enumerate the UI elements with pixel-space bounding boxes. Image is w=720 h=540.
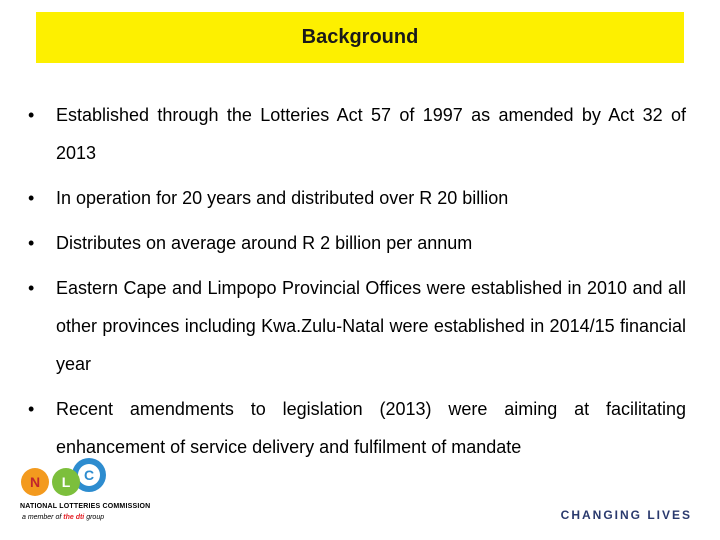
bullet-text: Established through the Lotteries Act 57 of 1997 as amended by Act 32 of 2013 bbox=[56, 105, 686, 163]
bullet-text: Recent amendments to legislation (2013) were aiming at facilitating enhancement of service delivery and fulfilment of mandate bbox=[56, 399, 686, 457]
bullet-item bbox=[28, 269, 686, 383]
nlc-logo bbox=[18, 455, 151, 527]
bullet-text: Distributes on average around R 2 billion per annum bbox=[56, 233, 473, 253]
bullet-dot: • bbox=[28, 399, 35, 419]
bullet-text: Eastern Cape and Limpopo Provincial Offices were established in 2010 and all other provinces including Kwa.Zulu-Natal were established in 2014/15 financial year bbox=[56, 278, 686, 374]
bullet-item bbox=[28, 179, 686, 217]
bullet-text: In operation for 20 years and distributed over R 20 billion bbox=[56, 188, 509, 208]
changing-lives-tagline: CHANGING LIVES bbox=[560, 508, 692, 522]
bullet-dot: • bbox=[28, 233, 35, 253]
title-bar bbox=[36, 12, 684, 63]
bullet-dot: • bbox=[28, 278, 35, 298]
bullet-list bbox=[28, 96, 686, 473]
logo-letter-c: C bbox=[83, 467, 95, 483]
logo-tag-brand: the dti bbox=[63, 514, 85, 521]
nlc-logo-mark bbox=[18, 455, 118, 503]
logo-tagline bbox=[22, 514, 122, 521]
bullet-item bbox=[28, 96, 686, 172]
logo-name: NATIONAL LOTTERIES COMMISSION bbox=[20, 503, 151, 510]
logo-tag-prefix: a member of bbox=[22, 514, 62, 521]
bullet-dot: • bbox=[28, 105, 35, 125]
logo-letter-n: N bbox=[29, 474, 41, 490]
slide-title: Background bbox=[301, 26, 419, 48]
bullet-dot: • bbox=[28, 188, 35, 208]
bullet-item bbox=[28, 224, 686, 262]
logo-tag-suffix: group bbox=[86, 514, 105, 521]
bullet-item bbox=[28, 390, 686, 466]
logo-letter-l: L bbox=[61, 474, 71, 490]
